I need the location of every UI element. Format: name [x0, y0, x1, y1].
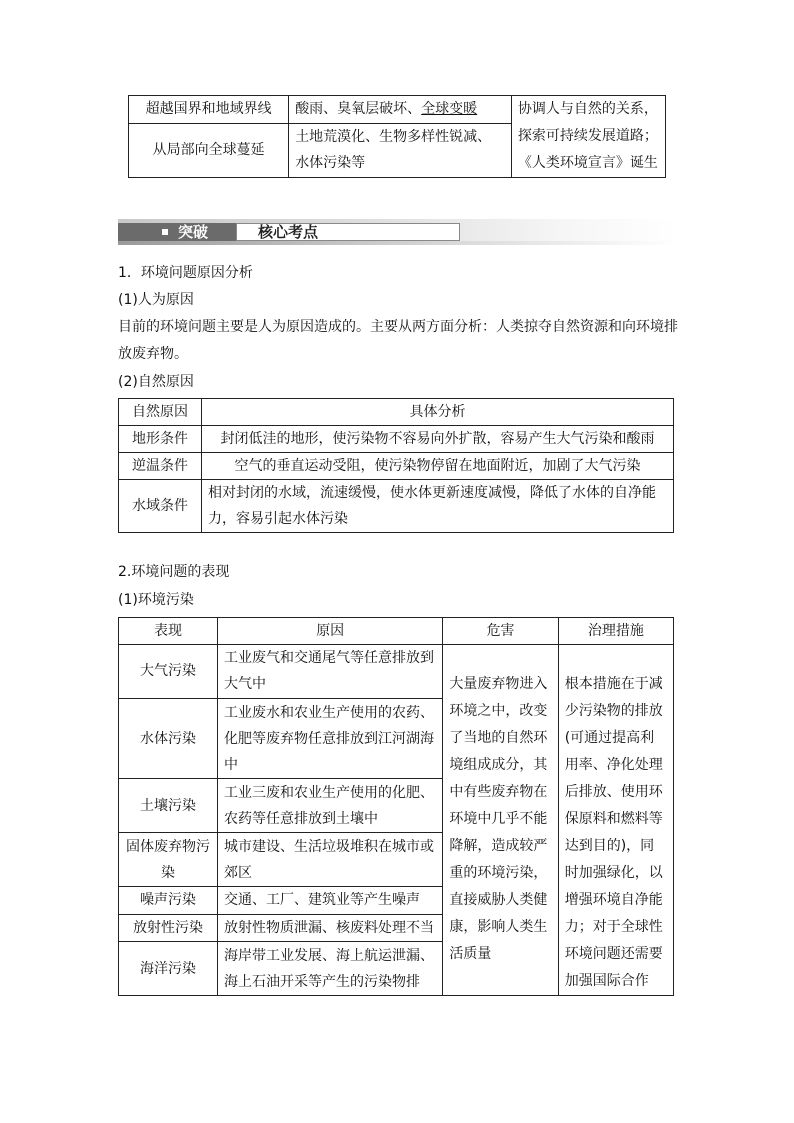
natural-causes-table: [118, 398, 674, 533]
table-cell: 水域条件: [119, 480, 202, 533]
top-continuation-table: [128, 95, 666, 178]
table-row: [119, 426, 674, 453]
subheading: (1)环境污染: [118, 592, 194, 608]
column-header: 危害: [443, 618, 558, 645]
table-row: [119, 645, 674, 699]
table-cell: 逆温条件: [119, 453, 202, 480]
table-row: [119, 453, 674, 480]
table-cell: [289, 96, 512, 124]
table-cell: 协调人与自然的关系，探索可持续发展道路；《人类环境宣言》诞生: [511, 96, 665, 178]
subheading: (1)人为原因: [118, 292, 194, 308]
pollution-table: [118, 617, 674, 996]
table-cell: 超越国界和地域界线: [129, 96, 289, 124]
table-cell: 相对封闭的水域，流速缓慢，使水体更新速度减慢，降低了水体的自净能力，容易引起水体污染: [202, 480, 674, 533]
banner-underline: [118, 241, 678, 245]
table-row: [119, 480, 674, 533]
table-cell: 放射性污染: [119, 914, 218, 941]
section-heading: 1．环境问题原因分析: [118, 265, 253, 281]
paragraph-line: 目前的环境问题主要是人为原因造成的。主要从两方面分析：人类掠夺自然资源和向环境排: [118, 319, 678, 335]
column-header: 自然原因: [119, 399, 202, 426]
table-cell: 海岸带工业发展、海上航运泄漏、海上石油开采等产生的污染物排: [217, 942, 442, 996]
table-cell: 从局部向全球蔓延: [129, 123, 289, 177]
table-cell: 空气的垂直运动受阻，使污染物停留在地面附近，加剧了大气污染: [202, 453, 674, 480]
paragraph-line: 放废弃物。: [118, 346, 188, 362]
table-cell: 水体污染: [119, 698, 218, 778]
table-header-row: [119, 618, 674, 645]
column-header: 表现: [119, 618, 218, 645]
table-row: [129, 96, 666, 124]
banner-dark-block: [118, 223, 236, 241]
table-cell: 海洋污染: [119, 942, 218, 996]
cell-text: 酸雨、臭氧层破坏、: [295, 101, 422, 118]
section-banner: [118, 219, 678, 245]
banner-sublabel: 核心考点: [258, 223, 319, 241]
table-cell: 地形条件: [119, 426, 202, 453]
table-header-row: [119, 399, 674, 426]
table-cell: 工业废水和农业生产使用的农药、化肥等废弃物任意排放到江河湖海中: [217, 698, 442, 778]
table-cell: 固体废弃物污染: [119, 833, 218, 887]
square-bullet-icon: [162, 229, 168, 235]
table-cell: 封闭低洼的地形，使污染物不容易向外扩散，容易产生大气污染和酸雨: [202, 426, 674, 453]
table-cell: 大气污染: [119, 645, 218, 699]
table-cell: 土地荒漠化、生物多样性锐减、水体污染等: [289, 123, 512, 177]
column-header: 治理措施: [558, 618, 673, 645]
table-cell: 工业废气和交通尾气等任意排放到大气中: [217, 645, 442, 699]
column-header: 原因: [217, 618, 442, 645]
underlined-text: 全球变暖: [421, 101, 478, 118]
banner-label: 突破: [178, 223, 209, 241]
table-cell: 大量废弃物进入环境之中，改变了当地的自然环境组成成分，其中有些废弃物在环境中几乎不能降解，造成较严重的环境污染，直接威胁人类健康，影响人类生活质量: [443, 645, 558, 996]
section-heading: 2.环境问题的表现: [118, 564, 230, 580]
table-cell: 城市建设、生活垃圾堆积在城市或郊区: [217, 833, 442, 887]
table-cell: 工业三废和农业生产使用的化肥、农药等任意排放到土壤中: [217, 779, 442, 833]
table-cell: 交通、工厂、建筑业等产生噪声: [217, 887, 442, 914]
table-cell: 放射性物质泄漏、核废料处理不当: [217, 914, 442, 941]
table-cell: 噪声污染: [119, 887, 218, 914]
table-cell: 土壤污染: [119, 779, 218, 833]
subheading: (2)自然原因: [118, 374, 194, 390]
column-header: 具体分析: [202, 399, 674, 426]
table-cell: 根本措施在于减少污染物的排放(可通过提高利用率、净化处理后排放、使用环保原料和燃料等达到目的)，同时加强绿化，以增强环境自净能力；对于全球性环境问题还需要加强国际合作: [558, 645, 673, 996]
